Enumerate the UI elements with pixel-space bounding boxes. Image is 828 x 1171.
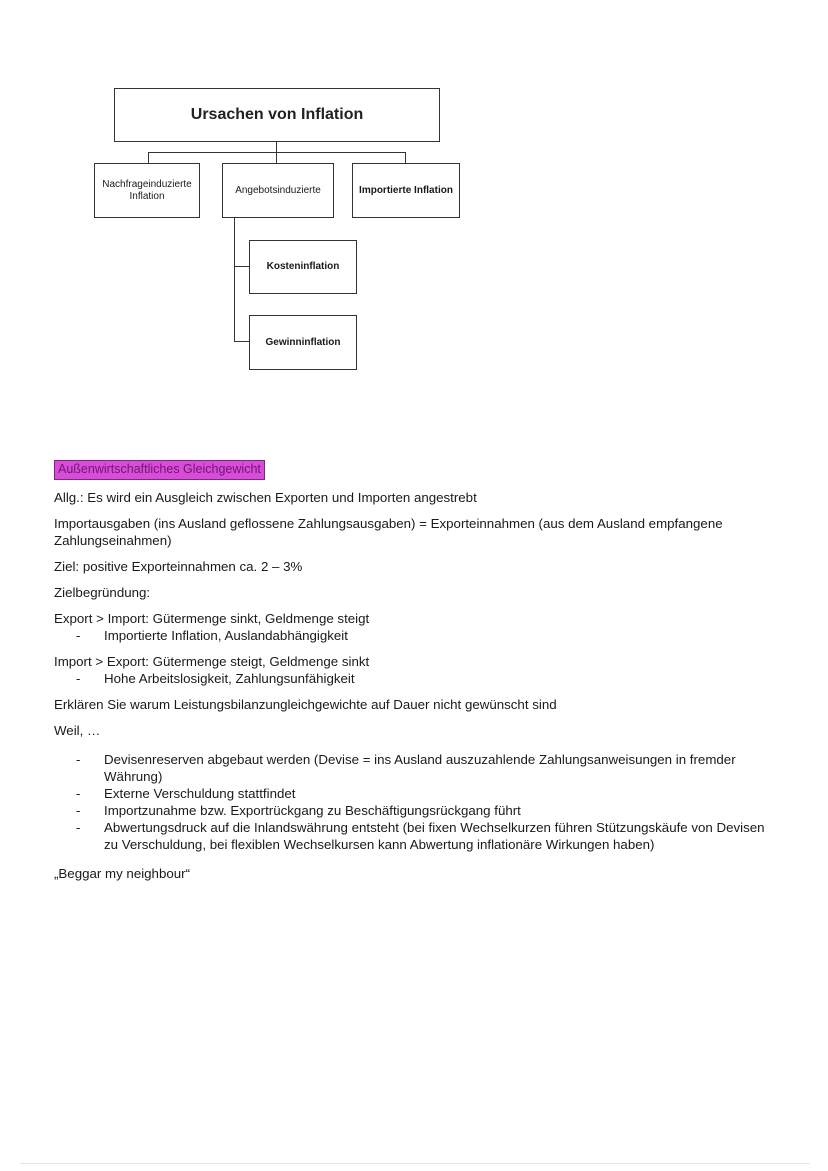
paragraph-because: Weil, … [54,722,101,738]
list-item [54,819,780,853]
diagram-root-box: Ursachen von Inflation [114,88,440,142]
inflation-causes-diagram [0,0,828,400]
dash-bullet: - [76,785,81,801]
connector-kost [234,266,249,267]
list-item-text: Externe Verschuldung stattfindet [104,785,296,801]
list-item-text: Hohe Arbeitslosigkeit, Zahlungsunfähigkeit [104,670,355,686]
list-item-text: Importzunahme bzw. Exportrückgang zu Beschäftigungsrückgang führt [104,802,521,818]
diagram-box-gewinninflation: Gewinninflation [249,315,357,370]
paragraph-goal-reason: Zielbegründung: [54,584,151,600]
paragraph-equation: Importausgaben (ins Ausland geflossene Zahlungsausgaben) = Exporteinnahmen (aus dem Ausland empfangene Zahlungseinahmen) [54,515,723,548]
connector-ang [276,152,277,163]
paragraph-question: Erklären Sie warum Leistungsbilanzungleichgewichte auf Dauer nicht gewünscht sind [54,696,557,712]
connector-root-down [276,142,277,152]
list-item-text: Importierte Inflation, Auslandabhängigkeit [104,627,348,643]
diagram-box-nachfrage: Nachfrageinduzierte Inflation [94,163,200,218]
diagram-box-angebot: Angebotsinduzierte [222,163,334,218]
notes-section [54,460,780,882]
list-item-text: Devisenreserven abgebaut werden (Devise = ins Ausland auszuzahlende Zahlungsanweisungen in fremder Währung) [104,751,736,784]
dash-bullet: - [76,802,81,818]
list-item [54,751,780,785]
list-item [54,802,780,819]
paragraph-export-gt-import: Export > Import: Gütermenge sinkt, Geldmenge steigt [54,610,370,626]
connector-sub-vertical [234,218,235,342]
list-item [54,670,780,687]
connector-imp [405,152,406,163]
dash-bullet: - [76,819,81,835]
dash-bullet: - [76,627,81,643]
paragraph-import-gt-export: Import > Export: Gütermenge steigt, Geldmenge sinkt [54,653,370,669]
quote-beggar-my-neighbour: „Beggar my neighbour“ [54,865,190,881]
paragraph-general: Allg.: Es wird ein Ausgleich zwischen Exporten und Importen angestrebt [54,489,477,505]
connector-gew [234,341,249,342]
reasons-list [54,751,780,853]
list-item [54,627,780,644]
dash-bullet: - [76,751,81,767]
diagram-box-importiert: Importierte Inflation [352,163,460,218]
section-heading-highlight: Außenwirtschaftliches Gleichgewicht [54,460,265,480]
dash-bullet: - [76,670,81,686]
list-item-text: Abwertungsdruck auf die Inlandswährung entsteht (bei fixen Wechselkurzen führen Stützungskäufe von Devisen zu Verschuldung, bei flexiblen Wechselkursen kann Abwertung inflationäre Wirkungen haben) [104,819,765,852]
paragraph-goal: Ziel: positive Exporteinnahmen ca. 2 – 3% [54,558,303,574]
connector-nach [148,152,149,163]
list-item [54,785,780,802]
page-bottom-divider [20,1163,810,1164]
diagram-box-kosteninflation: Kosteninflation [249,240,357,294]
